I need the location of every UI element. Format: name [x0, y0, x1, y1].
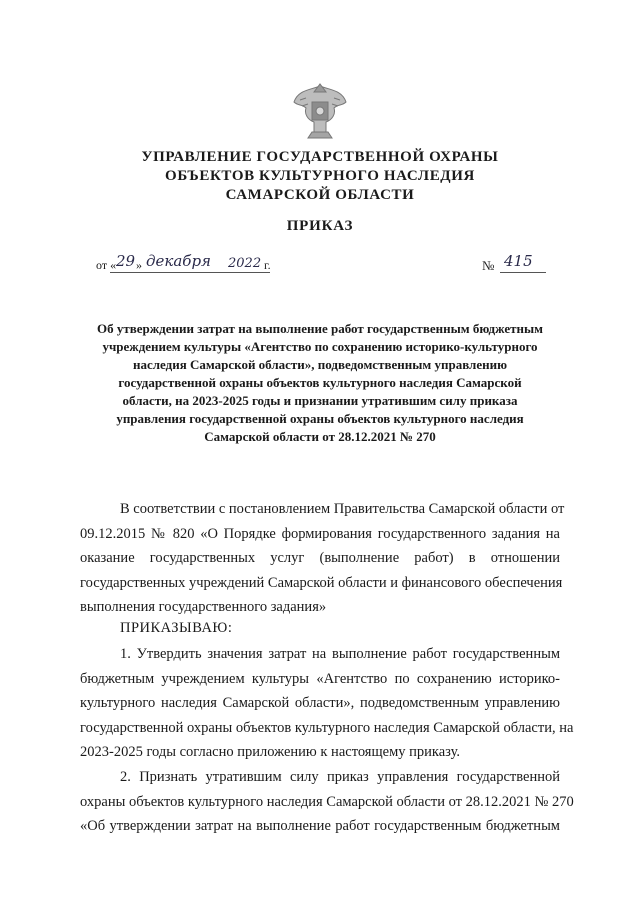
date-day: 29: [116, 252, 136, 270]
preamble-paragraph: [80, 497, 565, 620]
text-line: В соответствии с постановлением Правительства Самарской области от: [120, 501, 565, 517]
coat-of-arms-icon: [288, 80, 352, 144]
subject-line: государственной охраны объектов культурного наследия Самарской: [118, 375, 522, 390]
number-sign: №: [482, 258, 495, 273]
org-name-line-2: ОБЪЕКТОВ КУЛЬТУРНОГО НАСЛЕДИЯ: [165, 168, 475, 184]
text-line: охраны объектов культурного наследия Самарской области от 28.12.2021 № 270: [80, 793, 574, 810]
org-name-line-3: САМАРСКОЙ ОБЛАСТИ: [225, 187, 415, 203]
text-line: «Об утверждении затрат на выполнение работ государственным бюджетным: [80, 818, 560, 834]
subject-line: наследия Самарской области», подведомственным управлению: [132, 357, 508, 372]
number-underline: [500, 272, 546, 273]
order-subject: [80, 320, 560, 446]
date-prefix: от «: [96, 258, 117, 272]
text-line: 09.12.2015 № 820 «О Порядке формирования государственного задания на: [80, 525, 560, 542]
date-underline: [110, 272, 270, 273]
text-line: выполнения государственного задания»: [80, 599, 327, 615]
org-name-line-1: УПРАВЛЕНИЕ ГОСУДАРСТВЕННОЙ ОХРАНЫ: [141, 149, 499, 165]
text-line: 2023-2025 годы согласно приложению к настоящему приказу.: [80, 744, 461, 760]
date-suffix: г.: [264, 258, 271, 272]
text-line: государственных учреждений Самарской области и финансового обеспечения: [80, 574, 563, 591]
subject-line: области, на 2023-2025 годы и признании утратившим силу приказа: [122, 393, 518, 408]
item-1-paragraph: [80, 642, 574, 765]
date-mid: »: [136, 258, 142, 272]
subject-line: Об утверждении затрат на выполнение работ государственным бюджетным: [96, 321, 544, 336]
text-line: культурного наследия Самарской области», подведомственным управлению: [80, 695, 560, 711]
subject-line: учреждением культуры «Агентство по сохранению историко-культурного: [102, 339, 538, 354]
number-value: 415: [504, 252, 533, 270]
order-title: ПРИКАЗ: [286, 218, 354, 234]
subject-line: управления государственной охраны объектов культурного наследия: [116, 411, 524, 426]
subject-line: Самарской области от 28.12.2021 № 270: [204, 429, 436, 444]
text-line: государственной охраны объектов культурного наследия Самарской области, на: [80, 719, 574, 736]
text-line: 1. Утвердить значения затрат на выполнение работ государственным: [120, 646, 560, 662]
decree-word: ПРИКАЗЫВАЮ:: [120, 620, 233, 636]
order-number: [482, 252, 552, 276]
item-2-paragraph: [80, 765, 574, 839]
order-date: [96, 252, 276, 276]
date-year: 2022: [228, 256, 262, 271]
text-line: оказание государственных услуг (выполнение работ) в отношении: [80, 550, 560, 566]
text-line: 2. Признать утратившим силу приказ управления государственной: [120, 769, 560, 785]
date-month: декабря: [146, 252, 211, 270]
text-line: бюджетным учреждением культуры «Агентство по сохранению историко-: [80, 670, 560, 687]
